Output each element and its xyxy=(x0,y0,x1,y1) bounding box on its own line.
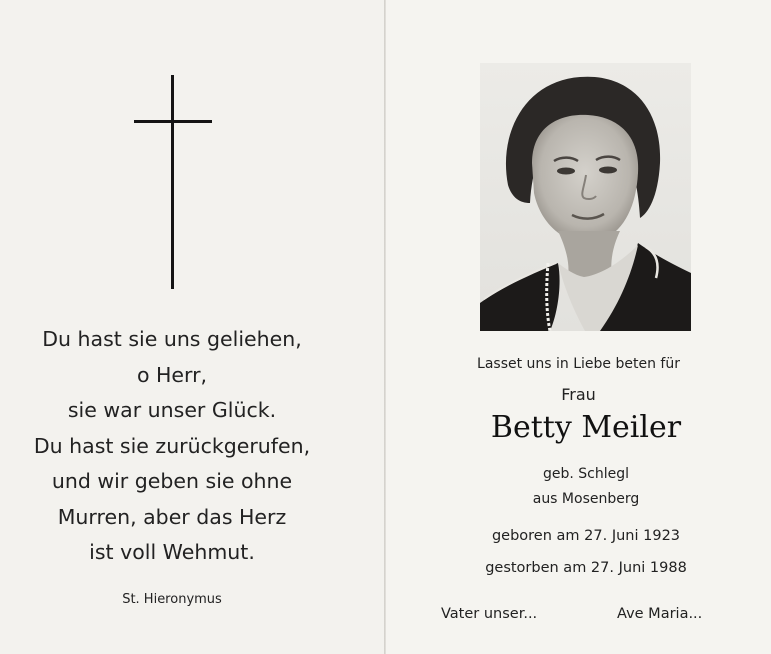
verse-line: Du hast sie uns geliehen, xyxy=(42,327,302,351)
cross-icon xyxy=(134,75,212,289)
maiden-name: geb. Schlegl xyxy=(542,466,630,482)
origin-place: aus Mosenberg xyxy=(532,491,640,507)
verse-line: sie war unser Glück. xyxy=(67,398,277,422)
deceased-name: Betty Meiler xyxy=(490,410,682,445)
honorific-title: Frau xyxy=(561,385,596,404)
verse-attribution: St. Hieronymus xyxy=(122,592,222,607)
verse-line: Du hast sie zurückgerufen, xyxy=(33,433,311,458)
verse-line: Murren, aber das Herz xyxy=(57,504,287,529)
birth-date: geboren am 27. Juni 1923 xyxy=(491,528,681,544)
prayer-vater-unser: Vater unser... xyxy=(441,606,538,622)
verse-line: und wir geben sie ohne xyxy=(51,469,293,493)
prayer-ave-maria: Ave Maria... xyxy=(617,606,703,622)
portrait-photo xyxy=(480,63,691,331)
verse xyxy=(0,322,344,571)
left-panel xyxy=(0,0,384,654)
death-date: gestorben am 27. Juni 1988 xyxy=(485,560,687,576)
verse-line: o Herr, xyxy=(136,362,208,387)
verse-line: ist voll Wehmut. xyxy=(89,540,255,564)
prayer-intro: Lasset uns in Liebe beten für xyxy=(477,356,680,372)
